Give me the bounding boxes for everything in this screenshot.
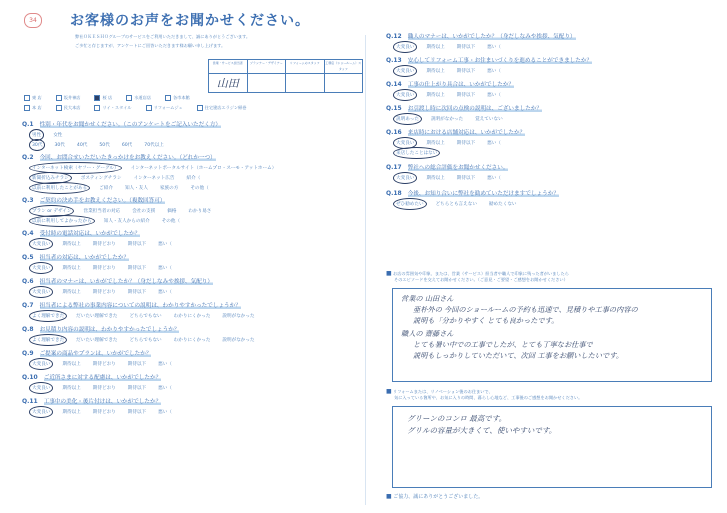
answer-option[interactable]: どちらでもない [129, 314, 162, 319]
answer-option[interactable]: 期待以上 [62, 410, 81, 415]
comment-line: 職人の 齋藤さん [401, 329, 454, 338]
branch-option[interactable]: 坂井神店 [56, 95, 81, 101]
question-q12 [386, 32, 716, 50]
hand-drawn-circle [29, 215, 95, 227]
comment-line: 説明も「分かりやすく とても良かったです。 [413, 316, 559, 325]
answer-option[interactable]: 期待以下 [127, 362, 147, 367]
comment-line: グリーンのコンロ 最高です。 [407, 414, 507, 423]
question-q9 [22, 349, 362, 367]
answer-option[interactable]: 期待どおり [92, 290, 116, 295]
answer-option[interactable]: 悪い（ [158, 266, 172, 271]
branch-option[interactable]: 桜 店 [94, 95, 112, 101]
question-q13 [386, 56, 716, 74]
staff-header-planner: プランナー・デザイナー [248, 60, 287, 73]
answer-option[interactable]: 会社の支援 [132, 209, 156, 214]
branch-option[interactable]: 水道店店 [126, 95, 151, 101]
question-q18 [386, 189, 716, 207]
answer-option[interactable]: 勧めたくない [488, 202, 517, 207]
right-question-column [386, 32, 716, 213]
answer-option[interactable]: 70代以上 [144, 143, 164, 148]
answer-option[interactable]: 期待以下 [456, 69, 476, 74]
answer-row [32, 241, 362, 247]
answer-option[interactable]: 覚えていない [475, 117, 503, 122]
answer-option[interactable]: 期待どおり [92, 386, 116, 391]
comment-box-2[interactable] [392, 406, 712, 488]
question-text: お引渡し時に次回の点検の説明は、ございましたか？ [407, 106, 542, 112]
answer-option[interactable]: 大変良い [32, 410, 51, 415]
comment-line: 説明もしっかりしていただいて、次回 工事をお願いしたいです。 [413, 351, 624, 360]
comment-line: 亜朴外の 今回のショールームの予約も迅速で、見積りや工事の内容の [413, 305, 638, 314]
question-number: Q.14 [386, 81, 402, 88]
hand-drawn-circle [393, 198, 427, 210]
answer-option[interactable]: 期待以上 [426, 69, 445, 74]
question-number: Q.11 [22, 398, 38, 405]
question-text: 今回、お問合せいただいたきっかけをお教えください。（どれか一つ） [39, 155, 216, 161]
answer-option[interactable]: 大変良い [32, 266, 51, 271]
answer-row [32, 175, 362, 181]
answer-option[interactable]: 価格 [167, 209, 177, 214]
answer-option[interactable]: 期待以上 [62, 242, 81, 247]
answer-option[interactable]: インターネット広告 [133, 176, 175, 181]
question-text: 担当者のマナーは、いかがでしたか？（身だしなみや挨拶、気配り） [39, 279, 213, 285]
hand-drawn-circle [29, 310, 67, 322]
answer-option[interactable]: 期待どおり [92, 242, 116, 247]
question-number: Q.3 [22, 197, 34, 204]
question-text: 性別・年代をお聞かせください。（このアンケートをご記入いただく方） [39, 122, 222, 128]
answer-option[interactable]: 悪い（ [487, 176, 501, 181]
question-number: Q.4 [22, 230, 34, 237]
comment-line: とても暑い中での工事でしたが、とても丁寧なお仕事で [413, 340, 593, 349]
answer-row [32, 337, 362, 343]
branch-option[interactable]: リイ・スタイル [94, 105, 131, 111]
question-number: Q.5 [22, 254, 34, 261]
answer-option[interactable]: ぜひ勧めたい [396, 202, 424, 207]
question-q10 [22, 373, 362, 391]
question-q1 [22, 120, 362, 148]
answer-option[interactable]: 期待以下 [127, 266, 147, 271]
answer-row [396, 201, 716, 207]
comment-box-1[interactable] [392, 288, 712, 382]
branch-option[interactable]: 民大本店 [56, 105, 81, 111]
hand-drawn-circle [29, 182, 90, 194]
question-text: 職人のマナーは、いかがでしたか？（身だしなみや挨拶、気配り） [407, 34, 576, 40]
answer-row [396, 140, 716, 146]
answer-row [396, 92, 716, 98]
answer-row [32, 132, 362, 138]
answer-option[interactable]: 大変良い [396, 141, 415, 146]
answer-option[interactable]: 悪い（ [158, 410, 172, 415]
answer-option[interactable]: 期待以上 [426, 141, 445, 146]
answer-row [32, 208, 362, 214]
answer-option[interactable]: 以前に利用したことがある [32, 186, 88, 191]
answer-option[interactable]: 女性 [53, 133, 63, 138]
question-number: Q.18 [386, 190, 402, 197]
answer-option[interactable]: 期待どおり [92, 362, 116, 367]
answer-option[interactable]: 悪い（ [487, 93, 501, 98]
answer-option[interactable]: その他（ [161, 219, 181, 224]
answer-option[interactable]: 期待どおり [92, 266, 116, 271]
branch-option[interactable]: 本 店 [24, 105, 42, 111]
question-q15 [386, 104, 716, 122]
answer-row [32, 313, 362, 319]
answer-row [32, 385, 362, 391]
answer-option[interactable]: どちらとも言えない [435, 202, 477, 207]
answer-option[interactable]: 期待以上 [426, 93, 445, 98]
question-text: 今後、お知り合いに弊社を勧めていただけますでしょうか？ [407, 191, 559, 197]
staff-table [208, 59, 363, 93]
question-number: Q.9 [22, 350, 34, 357]
answer-option[interactable]: 悪い（ [158, 290, 172, 295]
answer-option[interactable]: 知人・友人からの紹介 [103, 219, 150, 224]
answer-option[interactable]: 期待以下 [127, 242, 147, 247]
branch-option[interactable]: 住宅建店エラジン帰巻 [197, 105, 247, 111]
question-q14 [386, 80, 716, 98]
answer-option[interactable]: わかりにくかった [173, 314, 211, 319]
answer-option[interactable]: 悪い（ [158, 362, 172, 367]
answer-option[interactable]: 説明がなかった [222, 314, 255, 319]
answer-option[interactable]: 期待以下 [127, 386, 147, 391]
page-number-stamp: 34 [24, 13, 42, 28]
footer-thanks: ■ ご協力、誠にありがとうございました。 [386, 493, 484, 500]
question-text: ご提案の商品やプランは、いかがでしたか？ [39, 351, 152, 357]
answer-row [396, 175, 716, 181]
question-text: ご近所さまに対する配慮は、いかがでしたか？ [43, 375, 162, 381]
answer-option[interactable]: 期待以下 [456, 176, 476, 181]
answer-row [32, 361, 362, 367]
answer-option[interactable]: わかりにくかった [173, 338, 211, 343]
question-q8 [22, 325, 362, 343]
page-title: お客様のお声をお聞かせください。 [70, 13, 310, 29]
answer-option[interactable]: 男性 [32, 133, 42, 138]
answer-row [32, 265, 362, 271]
answer-option[interactable]: わかり易さ [188, 209, 212, 214]
answer-option[interactable]: 30代 [54, 143, 65, 148]
answer-row [396, 150, 716, 156]
answer-option[interactable]: 期待以下 [127, 410, 147, 415]
answer-row [32, 142, 362, 148]
question-text: 工事の仕上がり具合は、いかがでしたか？ [407, 82, 515, 88]
answer-option[interactable]: 大変良い [32, 290, 51, 295]
hand-drawn-circle [393, 147, 440, 159]
answer-option[interactable]: 期待以上 [62, 266, 81, 271]
answer-option[interactable]: 大変良い [32, 242, 51, 247]
intro-line-2: ご多忙と存じますが、アンケートにご回答いただきます様お願い申し上げます。 [75, 43, 226, 48]
answer-option[interactable]: 期待以下 [456, 93, 476, 98]
answer-option[interactable]: 悪い（ [487, 69, 501, 74]
answer-option[interactable]: 紹介（ [186, 176, 201, 181]
question-number: Q.17 [386, 164, 402, 171]
comment-prompt-2: ■ リフォームまたは、リノベーション後のお住まいで、 気に入っている箇所や、お気に入りの時間、暮らし心地など、工事後のご感想をお聞かせください。 [386, 388, 583, 400]
answer-option[interactable]: 説明がなかった [430, 117, 464, 122]
branch-option[interactable]: リフォームジュ [146, 105, 183, 111]
question-text: 工事中の美化・後片付けは、いかがでしたか？ [43, 399, 162, 405]
answer-option[interactable]: 期待以下 [456, 141, 476, 146]
hand-drawn-circle [393, 113, 422, 125]
question-text: 受付時の電話対応は、いかがでしたか？ [39, 231, 141, 237]
comment-line: グリルの容量が大きくて、使いやすいです。 [407, 426, 557, 435]
question-number: Q.15 [386, 105, 402, 112]
answer-option[interactable]: 期待どおり [92, 410, 116, 415]
answer-option[interactable]: 以前に利用してよかったから [32, 219, 92, 224]
answer-option[interactable]: よく理解できた [32, 338, 65, 343]
answer-option[interactable]: 40代 [76, 143, 88, 148]
answer-option[interactable]: 営業担当者の対応 [83, 209, 121, 214]
answer-option[interactable]: 期待以上 [426, 45, 445, 50]
question-text: ご契約の決め手をお教えください。（複数回答可） [39, 198, 166, 204]
staff-header-sales: 営業・サービス担当者 [209, 60, 248, 73]
staff-sales-handwritten: 山田 [209, 74, 248, 93]
answer-row [396, 44, 716, 50]
answer-option[interactable]: 期待以上 [62, 386, 81, 391]
answer-option[interactable]: 新聞折込みチラシ [32, 176, 69, 181]
answer-option[interactable]: だいたい理解できた [76, 314, 118, 319]
answer-option[interactable]: 来店したことはない [396, 151, 438, 156]
question-text: 安心してリフォーム工事・お住まいづくりを進めることができましたか？ [407, 58, 593, 64]
answer-option[interactable]: 期待以上 [62, 362, 81, 367]
answer-option[interactable]: 悪い（ [158, 242, 172, 247]
answer-option[interactable]: 悪い（ [158, 386, 172, 391]
answer-option[interactable]: ポスティングチラシ [80, 176, 122, 181]
question-q5 [22, 253, 362, 271]
question-number: Q.8 [22, 326, 34, 333]
answer-option[interactable]: 大変良い [396, 176, 415, 181]
answer-row [396, 68, 716, 74]
answer-option[interactable]: どちらでもない [129, 338, 162, 343]
answer-option[interactable]: 大変良い [396, 45, 415, 50]
question-number: Q.6 [22, 278, 34, 285]
hand-drawn-circle [29, 334, 67, 346]
question-number: Q.7 [22, 302, 34, 309]
answer-option[interactable]: プラン or デザイン [32, 209, 72, 214]
answer-option[interactable]: 説明あった [396, 117, 419, 122]
question-q4 [22, 229, 362, 247]
question-number: Q.16 [386, 129, 402, 136]
question-number: Q.10 [22, 374, 38, 381]
answer-option[interactable]: だいたい理解できた [76, 338, 118, 343]
answer-option[interactable]: 大変良い [32, 386, 51, 391]
answer-option[interactable]: 悪い（ [487, 141, 501, 146]
staff-header-showroom: 工務店（ショールーム）スタッフ [325, 61, 362, 71]
comment-prompt-1: ■ お店の雰囲気や印象、または、営業（サービス）担当者や職人で印象に残った者がいましたら そのエピソードを交えてお聞かせください。（ご意見・ご要望・ご感想をお聞かせください） [386, 270, 569, 282]
branch-option[interactable]: 各市本館 [165, 95, 190, 101]
question-text: 来店時における店舗対応は、いかがでしたか？ [407, 130, 526, 136]
answer-option[interactable]: 期待以下 [127, 290, 147, 295]
comment-line: 営業の 山田さん [401, 294, 454, 303]
question-number: Q.2 [22, 154, 34, 161]
answer-option[interactable]: 説明がなかった [222, 338, 255, 343]
answer-row [32, 289, 362, 295]
answer-row [396, 116, 716, 122]
answer-option[interactable]: 期待以上 [426, 176, 445, 181]
answer-option[interactable]: 期待以上 [62, 290, 81, 295]
answer-option[interactable]: インターネット検索（ヤフー・グーグル） [32, 166, 119, 171]
question-number: Q.1 [22, 121, 34, 128]
question-text: 弊社への総合評価をお聞かせください。 [407, 165, 509, 171]
question-q11 [22, 397, 362, 415]
answer-row [32, 409, 362, 415]
answer-option[interactable]: 期待以下 [456, 45, 476, 50]
branch-option[interactable]: 東 店 [24, 95, 42, 101]
question-number: Q.12 [386, 33, 402, 40]
answer-option[interactable]: インターネットポータルサイト（ホームプロ・スーモ・アットホーム） [130, 166, 277, 171]
answer-option[interactable]: よく理解できた [32, 314, 65, 319]
answer-option[interactable]: 60代 [121, 143, 133, 148]
staff-header-staff: リフォームのスタッフ [286, 60, 325, 73]
question-q6 [22, 277, 362, 295]
column-divider [365, 35, 366, 505]
answer-option[interactable]: 知人・友人 [124, 186, 148, 191]
question-text: 担当者による弊社の事業内容についての説明は、わかりやすかったでしょうか？ [39, 303, 241, 309]
question-q17 [386, 163, 716, 181]
answer-option[interactable]: 家族の方 [159, 186, 179, 191]
question-text: お見積り内容の説明は、わかりやすかったでしょうか？ [39, 327, 180, 333]
answer-option[interactable]: 30代 [32, 143, 43, 148]
answer-option[interactable]: 大変良い [32, 362, 51, 367]
answer-option[interactable]: 悪い（ [487, 45, 501, 50]
answer-option[interactable]: その他（ [190, 186, 209, 191]
question-number: Q.13 [386, 57, 402, 64]
question-text: 担当者の対応は、いかがでしたか？ [39, 255, 130, 261]
intro-line-1: 弊社ＯＫＥＳＨＯグループのサービスをご利用いただきまして、誠にありがとうございます。 [75, 34, 251, 39]
answer-option[interactable]: 大変良い [396, 93, 415, 98]
answer-option[interactable]: 大変良い [396, 69, 415, 74]
question-q7 [22, 301, 362, 319]
answer-option[interactable]: 50代 [99, 143, 110, 148]
answer-option[interactable]: ご紹介 [99, 186, 113, 191]
branch-checkboxes [24, 95, 354, 111]
